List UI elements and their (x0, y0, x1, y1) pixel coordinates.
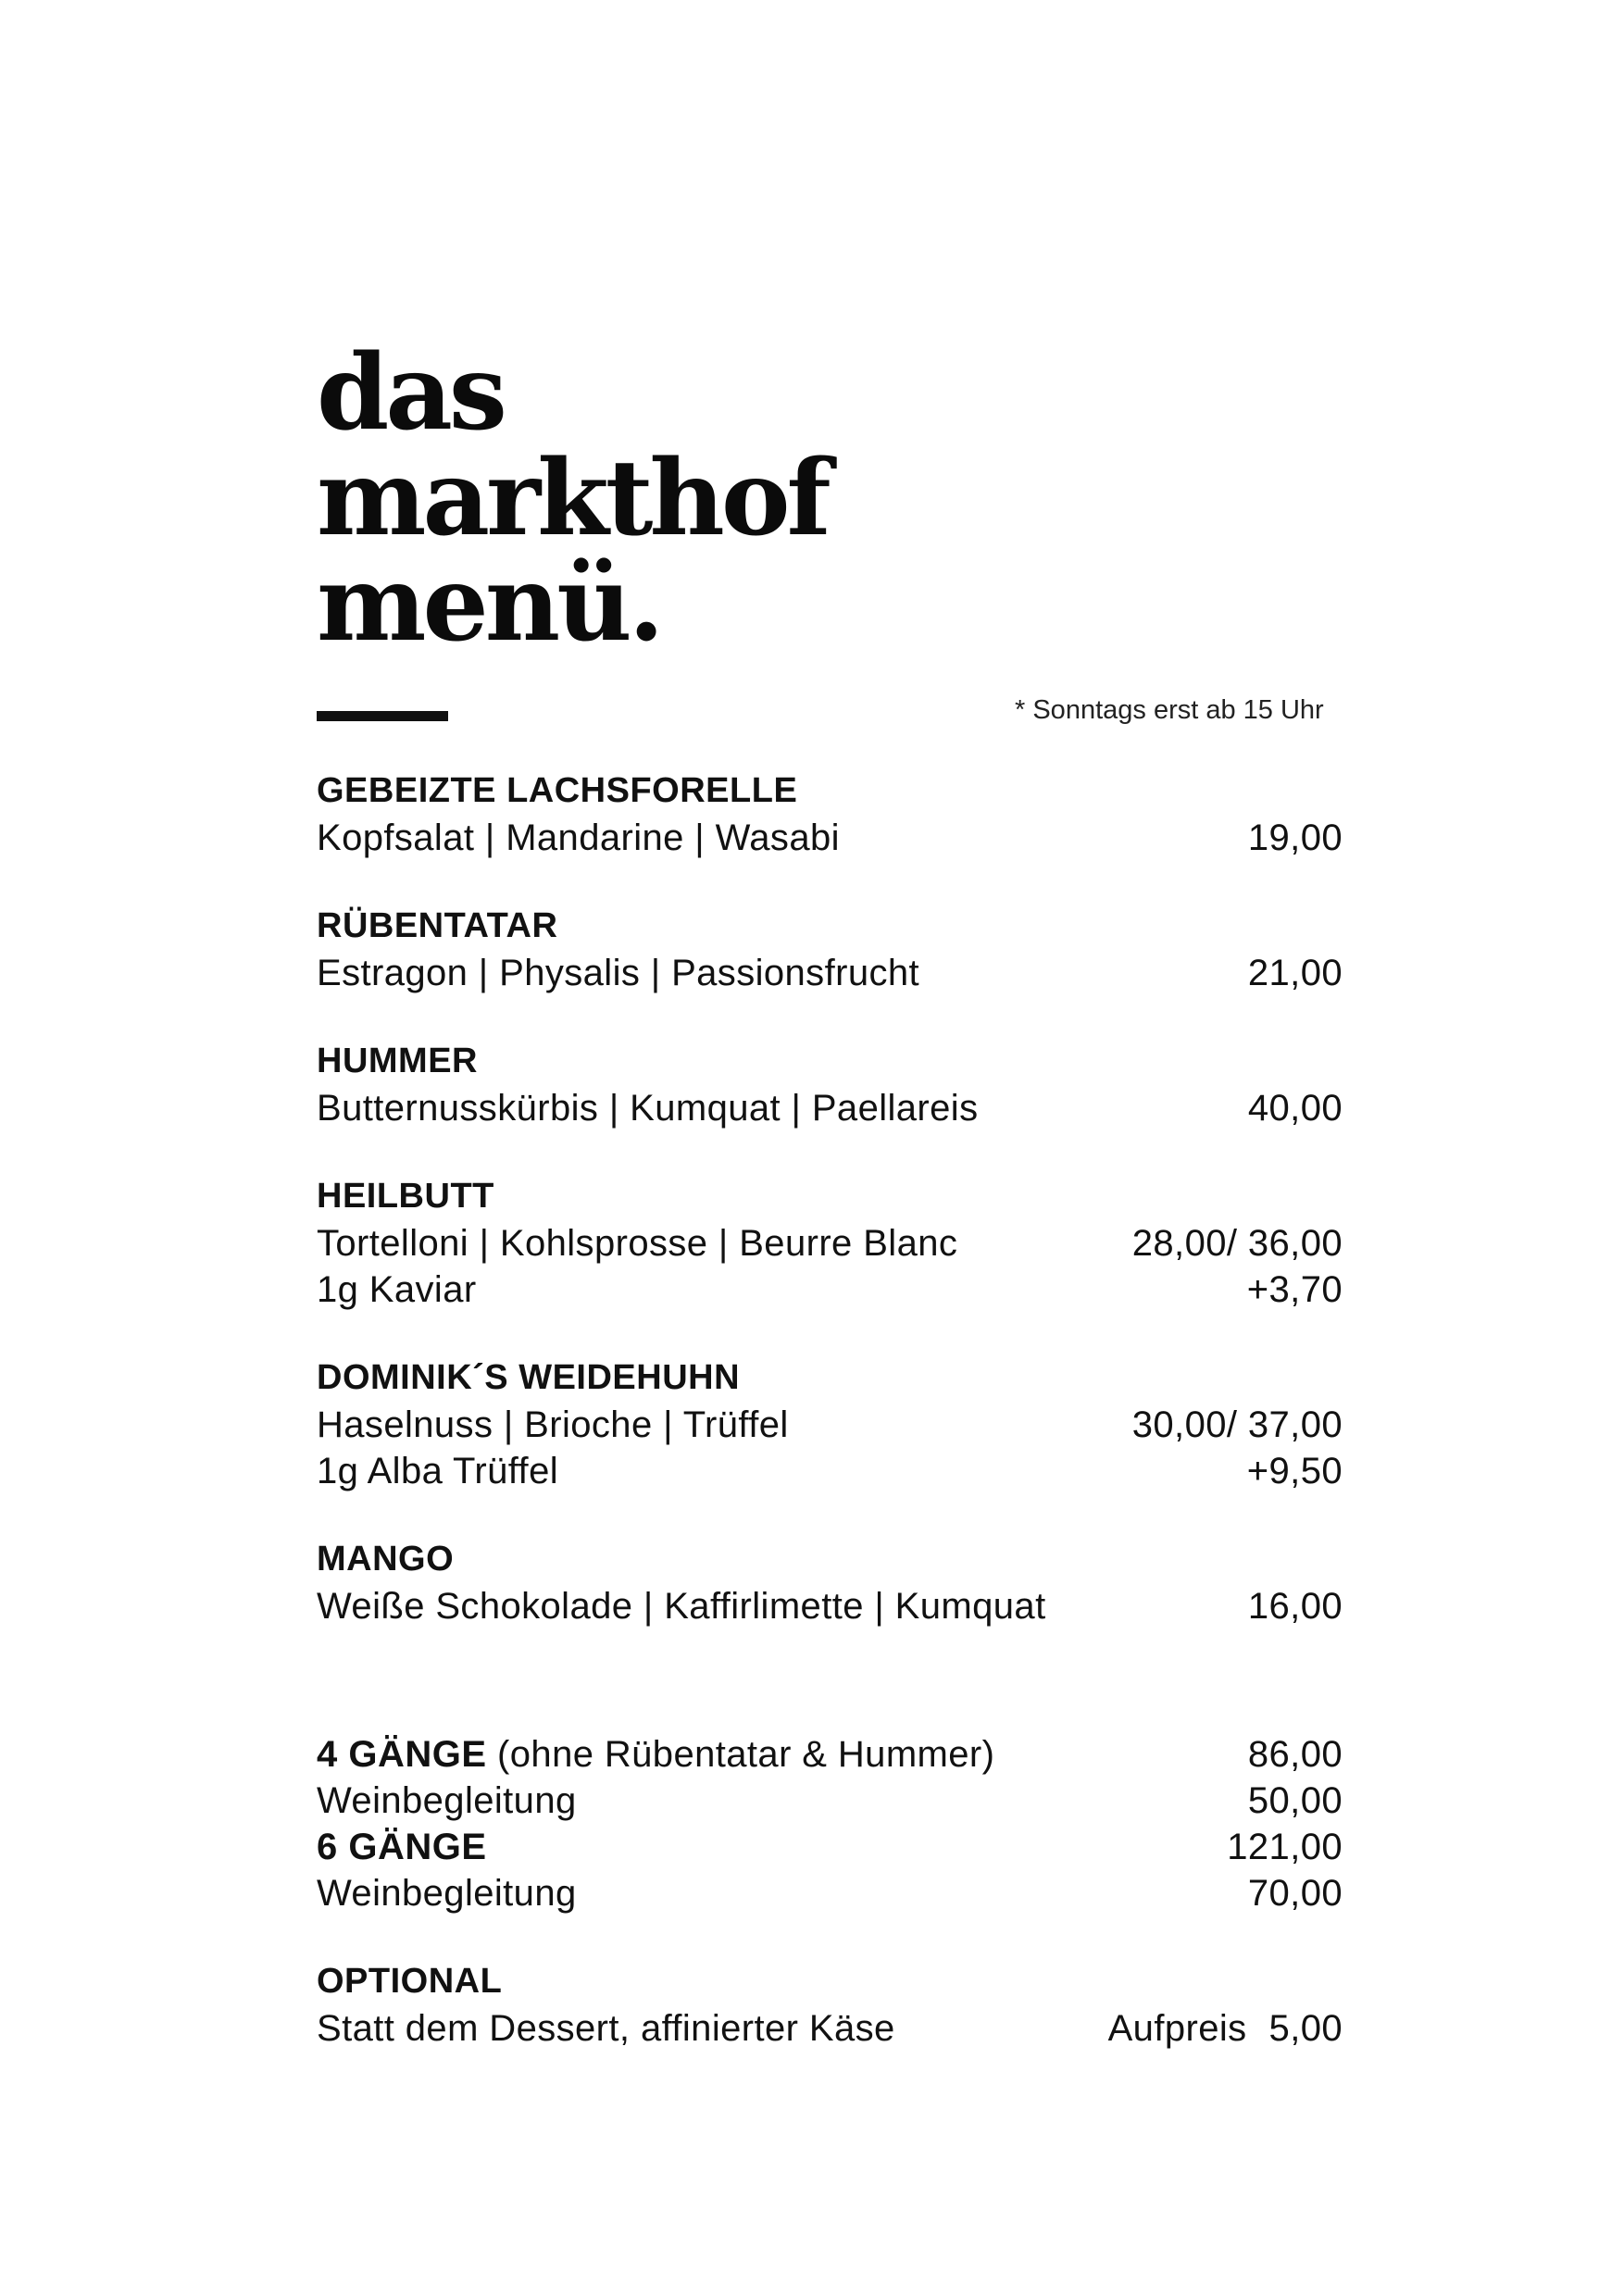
optional-description: Statt dem Dessert, affinierter Käse (317, 2008, 895, 2049)
six-course-label: 6 GÄNGE (317, 1827, 487, 1867)
dish-item (317, 1535, 1343, 1629)
dish-line (317, 950, 1343, 996)
dish-extra-price: +9,50 (1246, 1451, 1343, 1491)
dish-line (317, 1402, 1343, 1448)
four-course-wine-label: Weinbegleitung (317, 1780, 577, 1821)
dish-description: Kopfsalat | Mandarine | Wasabi (317, 817, 840, 858)
sunday-note: * Sonntags erst ab 15 Uhr (1015, 695, 1324, 725)
optional-price-label: Aufpreis (1107, 2008, 1247, 2049)
dish-price: 28,00/ 36,00 (1131, 1223, 1343, 1264)
dish-item (317, 1172, 1343, 1313)
dish-line (317, 1220, 1343, 1267)
dish-description: Tortelloni | Kohlsprosse | Beurre Blanc (317, 1223, 958, 1264)
dish-item (317, 767, 1343, 861)
dish-extra-line (317, 1267, 1343, 1313)
dish-price: 16,00 (1247, 1586, 1343, 1627)
four-course-wine-price: 50,00 (1247, 1780, 1343, 1821)
dish-price: 30,00/ 37,00 (1131, 1404, 1343, 1445)
four-course-label: 4 GÄNGE (317, 1734, 487, 1775)
dish-name: HUMMER (317, 1042, 478, 1080)
dish-price: 19,00 (1247, 817, 1343, 858)
six-course-wine-price: 70,00 (1247, 1873, 1343, 1914)
dish-extra: 1g Alba Trüffel (317, 1451, 558, 1491)
dish-extra: 1g Kaviar (317, 1269, 477, 1310)
menu-list (317, 767, 1343, 2092)
dish-description: Weiße Schokolade | Kaffirlimette | Kumquat (317, 1586, 1046, 1627)
six-course-wine-label: Weinbegleitung (317, 1873, 577, 1914)
four-course-price: 86,00 (1247, 1734, 1343, 1775)
dish-name: GEBEIZTE LACHSFORELLE (317, 771, 798, 810)
dish-item (317, 902, 1343, 996)
dish-extra-price: +3,70 (1246, 1269, 1343, 1310)
dish-description: Estragon | Physalis | Passionsfrucht (317, 953, 920, 993)
dish-line (317, 1583, 1343, 1629)
menu-title (317, 332, 828, 665)
dish-item (317, 1354, 1343, 1494)
optional-line (317, 2005, 1343, 2052)
four-course-line (317, 1731, 1343, 1778)
dish-description: Haselnuss | Brioche | Trüffel (317, 1404, 789, 1445)
dish-name: MANGO (317, 1540, 455, 1578)
four-course-note: (ohne Rübentatar & Hummer) (486, 1734, 995, 1775)
six-course-price: 121,00 (1227, 1827, 1343, 1867)
optional-price-group (1108, 2005, 1343, 2052)
section-spacer (317, 1916, 1343, 1957)
dish-extra-line (317, 1448, 1343, 1494)
four-course-label-group (317, 1731, 994, 1778)
dish-line (317, 815, 1343, 861)
dish-line (317, 1085, 1343, 1131)
dish-name: RÜBENTATAR (317, 906, 558, 945)
dish-name: HEILBUTT (317, 1177, 494, 1216)
title-divider (317, 711, 448, 721)
dish-price: 21,00 (1247, 953, 1343, 993)
optional-title: OPTIONAL (317, 1962, 503, 2001)
title-line-1: das (317, 332, 504, 454)
dish-item (317, 1037, 1343, 1131)
dish-description: Butternusskürbis | Kumquat | Paellareis (317, 1088, 979, 1129)
optional-price: 5,00 (1268, 2008, 1343, 2049)
six-course-wine-line (317, 1870, 1343, 1916)
title-line-2: markthof (317, 438, 828, 559)
course-menu-section (317, 1731, 1343, 1916)
title-line-3: menü. (317, 543, 661, 665)
four-course-wine-line (317, 1778, 1343, 1824)
six-course-line (317, 1824, 1343, 1870)
dish-price: 40,00 (1247, 1088, 1343, 1129)
optional-section (317, 1957, 1343, 2052)
dish-name: DOMINIK´S WEIDEHUHN (317, 1358, 741, 1397)
